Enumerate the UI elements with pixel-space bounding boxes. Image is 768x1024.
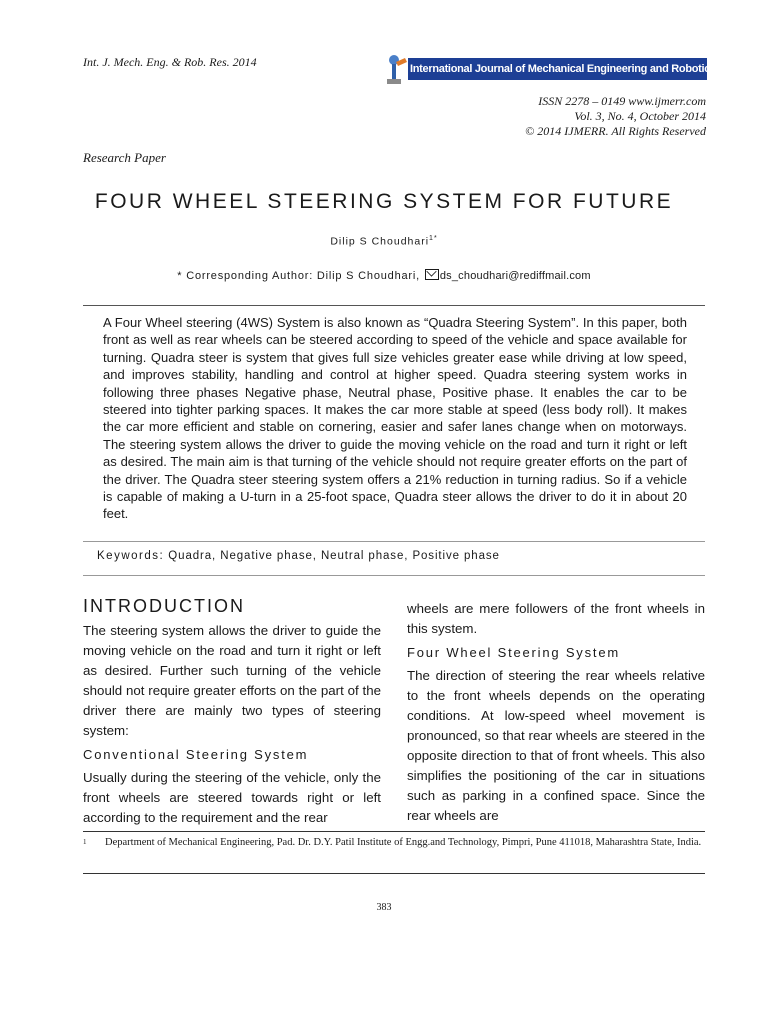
introduction-text: The steering system allows the driver to guide the moving vehicle on the road and turn it right or left as desired. Further such turning of the vehicle should not require greater efforts on the part of the driver there are mainly two types of steering system: — [83, 623, 381, 738]
author-marks: 1* — [429, 235, 438, 242]
paper-title: FOUR WHEEL STEERING SYSTEM FOR FUTURE — [94, 190, 674, 213]
keywords-top-rule — [83, 541, 705, 542]
left-column — [83, 594, 381, 828]
page-number: 383 — [376, 902, 392, 913]
footnote-mark: 1 — [83, 838, 87, 846]
author-email[interactable]: ds_choudhari@rediffmail.com — [439, 270, 591, 282]
footnote-text: Department of Mechanical Engineering, Pad. Dr. D.Y. Patil Institute of Engg.and Technology, Pimpri, Pune 411018, Maharashtra State, India. — [105, 837, 702, 848]
author-name: Dilip S Choudhari — [330, 235, 430, 248]
four-wheel-steering-heading: Four Wheel Steering System — [407, 645, 620, 660]
conventional-steering-text: Usually during the steering of the vehicle, only the front wheels are steered towards right or left according to the requirement and the rear — [83, 770, 381, 825]
right-column — [407, 599, 705, 826]
journal-short-title: Int. J. Mech. Eng. & Rob. Res. 2014 — [83, 55, 257, 69]
introduction-heading: INTRODUCTION — [83, 596, 245, 616]
footnote-rule — [83, 831, 705, 832]
abstract-top-rule — [83, 305, 705, 306]
corresponding-label: * Corresponding Author: Dilip S Choudhari, — [177, 270, 420, 282]
four-wheel-steering-text: The direction of steering the rear wheels relative to the front wheels depends on the operating conditions. At low-speed wheel movement is pronounced, so that rear wheels are steered in the opposite direction to that of front wheels. This also simplifies the positioning of the car in situations such as parking in a confined space. Since the rear wheels are — [407, 668, 705, 823]
keywords — [97, 550, 500, 562]
footnote-bottom-rule — [83, 873, 705, 874]
author-line — [0, 235, 768, 248]
keywords-bottom-rule — [83, 575, 705, 576]
journal-logo-text: International Journal of Mechanical Engineering and Robotics Research — [408, 58, 707, 80]
copyright-line: © 2014 IJMERR. All Rights Reserved — [525, 124, 706, 138]
journal-logo — [383, 52, 766, 86]
paper-type: Research Paper — [83, 150, 166, 165]
publication-info — [525, 94, 706, 139]
robot-arm-icon — [383, 52, 409, 86]
issn-line: ISSN 2278 – 0149 www.ijmerr.com — [538, 94, 706, 108]
keywords-value: Quadra, Negative phase, Neutral phase, Positive phase — [168, 550, 500, 562]
envelope-icon — [425, 269, 439, 280]
abstract-text: A Four Wheel steering (4WS) System is also known as “Quadra Steering System”. In this paper, both front as well as rear wheels can be steered according to speed of the vehicle and space available for turning. Quadra steer is system that gives full size vehicles greater ease while driving at low speed, and improves stability, handling and control at higher speed. Quadra steering system works in following three phases Negative phase, Neutral phase, Positive phase. It enables the car to be steered into tighter parking spaces. It makes the car more stable at speed (less body roll). It makes the car more efficient and stable on cornering, easier and safer lanes change when on motorways. The steering system allows the driver to guide the moving vehicle on the road and turn it right or left as desired. The main aim is that turning of the vehicle should not require greater efforts on the part of the driver. The Quadra steer steering system offers a 21% reduction in turning radius. So if a vehicle is capable of making a U-turn in a 25-foot space, Quadra steer allows the driver to do it in about 20 feet. — [103, 315, 687, 522]
volume-line: Vol. 3, No. 4, October 2014 — [574, 109, 706, 123]
conventional-steering-heading: Conventional Steering System — [83, 747, 309, 762]
footnote — [83, 836, 705, 849]
continued-text: wheels are mere followers of the front wheels in this system. — [407, 601, 705, 636]
corresponding-author — [0, 269, 768, 282]
keywords-label: Keywords: — [97, 550, 165, 562]
